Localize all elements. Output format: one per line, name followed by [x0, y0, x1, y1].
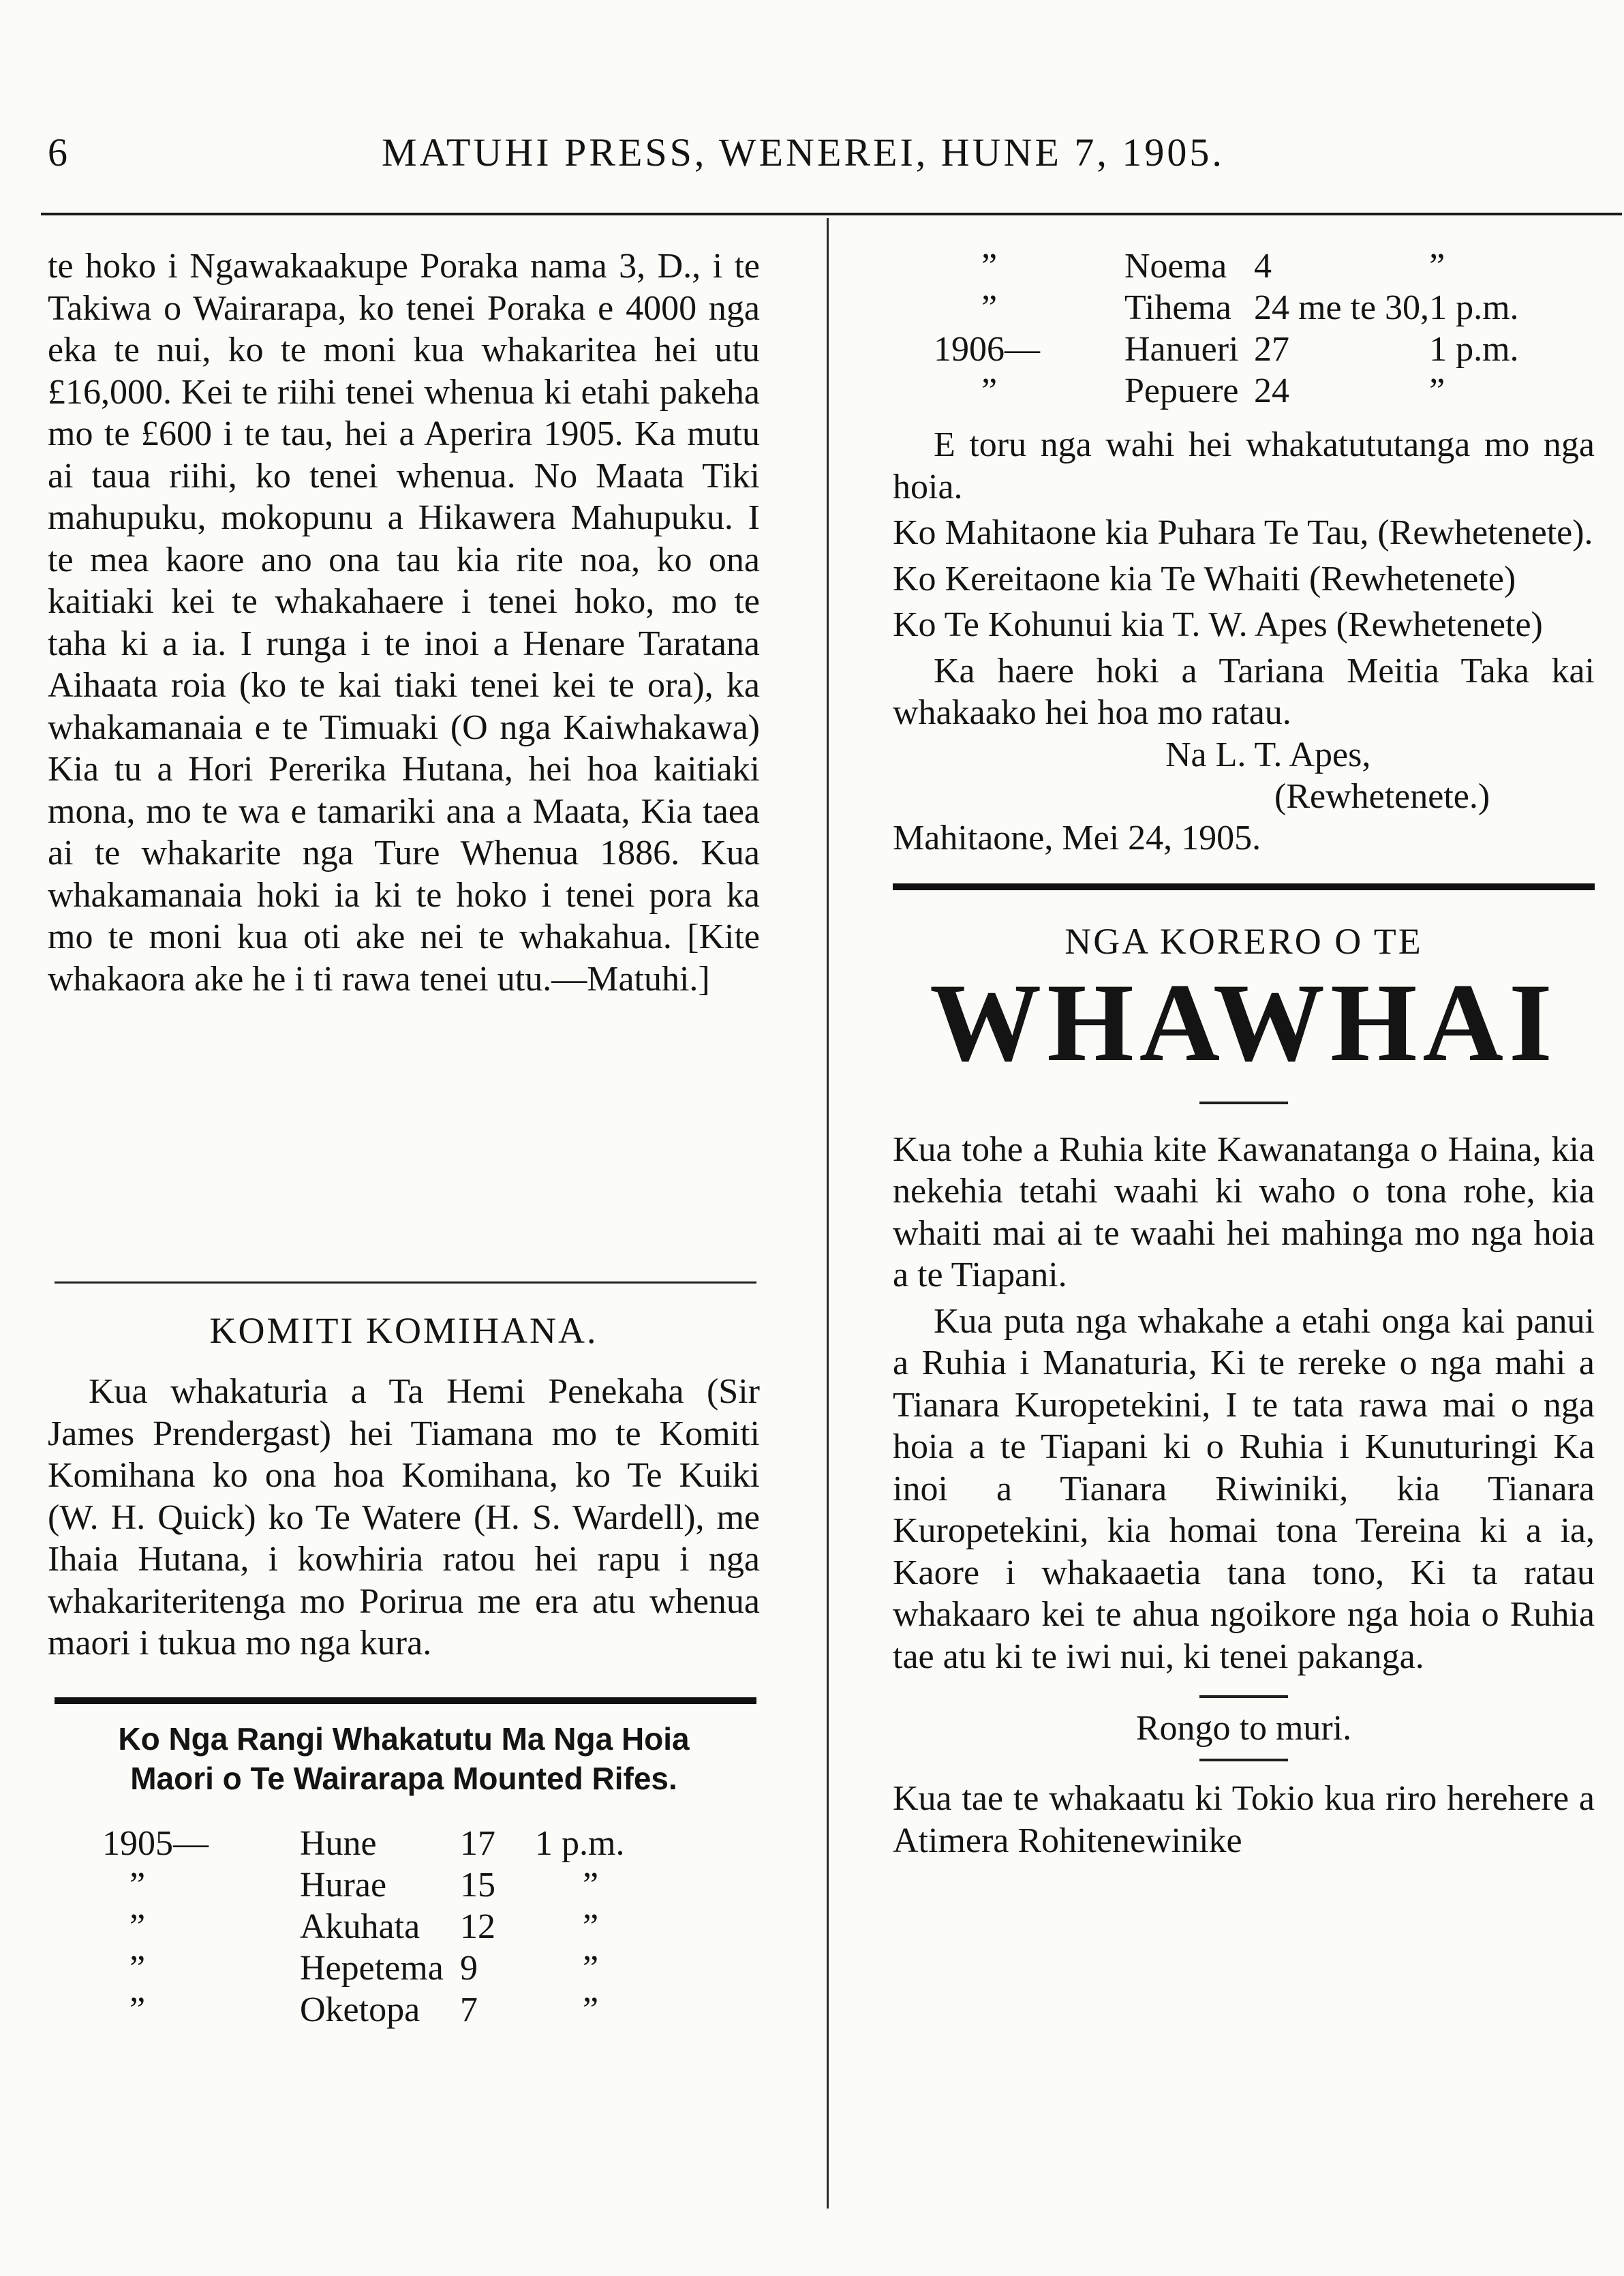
- schedule-month: Akuhata: [300, 1907, 420, 1946]
- schedule-time: ”: [583, 1865, 599, 1905]
- dateline: Mahitaone, Mei 24, 1905.: [893, 818, 1261, 858]
- schedule-month: Pepuere: [1124, 371, 1239, 410]
- schedule-month: Hurae: [300, 1865, 387, 1905]
- place-entry: Ko Te Kohunui kia T. W. Apes (Rewhetenete): [893, 605, 1543, 644]
- schedule-row: [102, 1906, 624, 1947]
- signature: Na L. T. Apes,: [1165, 735, 1371, 774]
- schedule-month: Oketopa: [300, 1990, 420, 2029]
- section-thick-rule: [55, 1697, 756, 1704]
- schedule-table-right: [934, 245, 1519, 412]
- place-entry: Ko Mahitaone kia Puhara Te Tau, (Rewhetenete).: [893, 513, 1593, 552]
- schedule-month: Hune: [300, 1823, 377, 1863]
- schedule-time: 1 p.m.: [535, 1823, 625, 1863]
- signature-title: (Rewhetenete.): [1274, 776, 1490, 816]
- schedule-year: ”: [129, 1907, 146, 1946]
- schedule-day: 15: [460, 1865, 495, 1905]
- schedule-day: 24: [1254, 371, 1289, 410]
- land-sale-article: te hoko i Ngawakaakupe Poraka nama 3, D., i te Takiwa o Wairarapa, ko tenei Poraka e 4000 nga eka te nui, ko te moni kua whakaritea hei utu £16,000. Kei te riihi tenei whenua ki etahi pakeha mo te £600 i te tau, hei a Aperira 1905. Ka mutu ai taua riihi, ko tenei whenua. No Maata Tiki mahupuku, mokopunu a Hikawera Mahupuku. I te mea kaore ano ona tau kia rite noa, ko ona kaitiaki kei te whakahaere i tenei hoko, mo te taha ki a ia. I runga i te inoi a Henare Taratana Aihaata roia (ko te kai tiaki tenei kei te ora), ka whakamanaia e te Timuaki (O nga Kaiwhakawa) Kia tu a Hori Pererika Hutana, hei hoa kaitiaki mona, mo te wa e tamariki ana a Maata, Kia taea ai te whakarite nga Ture Whenua 1886. Kua whakamanaia hoki ia ki te hoko i tenei pora ka mo te moni kua oti ake nei te whakahua. [Kite whakaora ake he i ti rawa tenei utu.—Matuhi.]: [48, 247, 760, 999]
- rangi-heading-line-2: Maori o Te Wairarapa Mounted Rifes.: [130, 1760, 677, 1796]
- subheading: Rongo to muri.: [1135, 1709, 1352, 1748]
- whawhai-headline: WHAWHAI: [930, 960, 1558, 1084]
- war-news-paragraph: Kua tae te whakaatu ki Tokio kua riro herehere a Atimera Rohitenewinike: [893, 1779, 1595, 1860]
- page-header: [41, 130, 1581, 191]
- schedule-time: 1 p.m.: [1429, 330, 1519, 369]
- left-column: [48, 245, 760, 2031]
- small-divider: [1199, 1102, 1288, 1104]
- schedule-time: ”: [583, 1990, 599, 2029]
- running-title: MATUHI PRESS, WENEREI, HUNE 7, 1905.: [382, 130, 1225, 175]
- schedule-year: ”: [981, 371, 998, 410]
- schedule-day: 24 me te 30,: [1254, 288, 1430, 327]
- place-entry: Ko Kereitaone kia Te Whaiti (Rewhetenete): [893, 559, 1516, 598]
- schedule-time: ”: [1429, 247, 1445, 286]
- komiti-article: Kua whakaturia a Ta Hemi Penekaha (Sir James Prendergast) hei Tiamana mo te Komiti Komihana ko ona hoa Komihana, ko Te Kuiki (W. H. Quick) ko Te Watere (H. S. Wardell), me Ihaia Hutana, i kowhiria ratou hei rapu i nga whakariteritenga mo Porirua me era atu whenua maori i tukua mo nga kura.: [48, 1372, 760, 1663]
- schedule-year: ”: [129, 1865, 146, 1905]
- column-divider: [827, 218, 829, 2209]
- schedule-row: [934, 329, 1519, 370]
- schedule-table-left: [102, 1823, 624, 2031]
- right-column: [893, 245, 1595, 1862]
- schedule-year: ”: [129, 1948, 146, 1988]
- rangi-heading-line-1: Ko Nga Rangi Whakatutu Ma Nga Hoia: [118, 1720, 690, 1757]
- schedule-row: [934, 287, 1519, 329]
- korero-heading: NGA KORERO O TE: [1064, 920, 1423, 962]
- schedule-time: 1 p.m.: [1429, 288, 1519, 327]
- war-news-paragraph: Kua tohe a Ruhia kite Kawanatanga o Haina, kia nekehia tetahi waahi ki waho o tona rohe, kia whaiti mai ai te waahi hei mahinga mo nga hoia a te Tiapani.: [893, 1129, 1595, 1294]
- schedule-time: ”: [583, 1907, 599, 1946]
- schedule-time: ”: [583, 1948, 599, 1988]
- small-divider: [1199, 1695, 1288, 1698]
- schedule-row: [102, 1823, 624, 1864]
- schedule-day: 7: [460, 1990, 478, 2029]
- schedule-year: ”: [129, 1990, 146, 2029]
- page-number: 6: [48, 130, 67, 175]
- schedule-month: Hepetema: [300, 1948, 444, 1988]
- places-intro: E toru nga wahi hei whakatututanga mo nga hoia.: [893, 425, 1595, 506]
- schedule-year: ”: [981, 247, 998, 286]
- closing-note: Ka haere hoki a Tariana Meitia Taka kai whakaako hei hoa mo ratau.: [893, 651, 1595, 732]
- komiti-heading: KOMITI KOMIHANA.: [209, 1310, 598, 1351]
- schedule-year: 1905—: [102, 1823, 209, 1863]
- section-thick-rule: [893, 883, 1595, 890]
- war-news-paragraph: Kua puta nga whakahe a etahi onga kai panui a Ruhia i Manaturia, Ki te rereke o nga mahi a Tianara Kuropetekini, I te tata rawa mai o nga hoia a te Tiapani ki o Ruhia i Kunuturingi Ka inoi a Tianara Riwiniki, kia Tianara Kuropetekini, kia homai tona Tereina ki a ia, Kaore i whakaaetia tana tono, Ki ta ratau whakaaro kei te ahua ngoikore nga hoia o Ruhia tae atu ki te iwi nui, ki tenei pakanga.: [893, 1301, 1595, 1676]
- schedule-day: 12: [460, 1907, 495, 1946]
- schedule-row: [102, 1947, 624, 1989]
- schedule-day: 27: [1254, 330, 1289, 369]
- schedule-row: [102, 1989, 624, 2031]
- schedule-year: 1906—: [934, 330, 1040, 369]
- schedule-month: Hanueri: [1124, 330, 1239, 369]
- schedule-month: Noema: [1124, 247, 1227, 286]
- schedule-row: [102, 1864, 624, 1906]
- schedule-month: Tihema: [1124, 288, 1231, 327]
- section-divider: [55, 1281, 756, 1284]
- schedule-day: 9: [460, 1948, 478, 1988]
- small-divider: [1199, 1759, 1288, 1761]
- schedule-row: [934, 370, 1519, 412]
- schedule-year: ”: [981, 288, 998, 327]
- schedule-row: [934, 245, 1519, 287]
- schedule-day: 4: [1254, 247, 1272, 286]
- schedule-time: ”: [1429, 371, 1445, 410]
- schedule-day: 17: [460, 1823, 495, 1863]
- header-rule: [41, 213, 1622, 215]
